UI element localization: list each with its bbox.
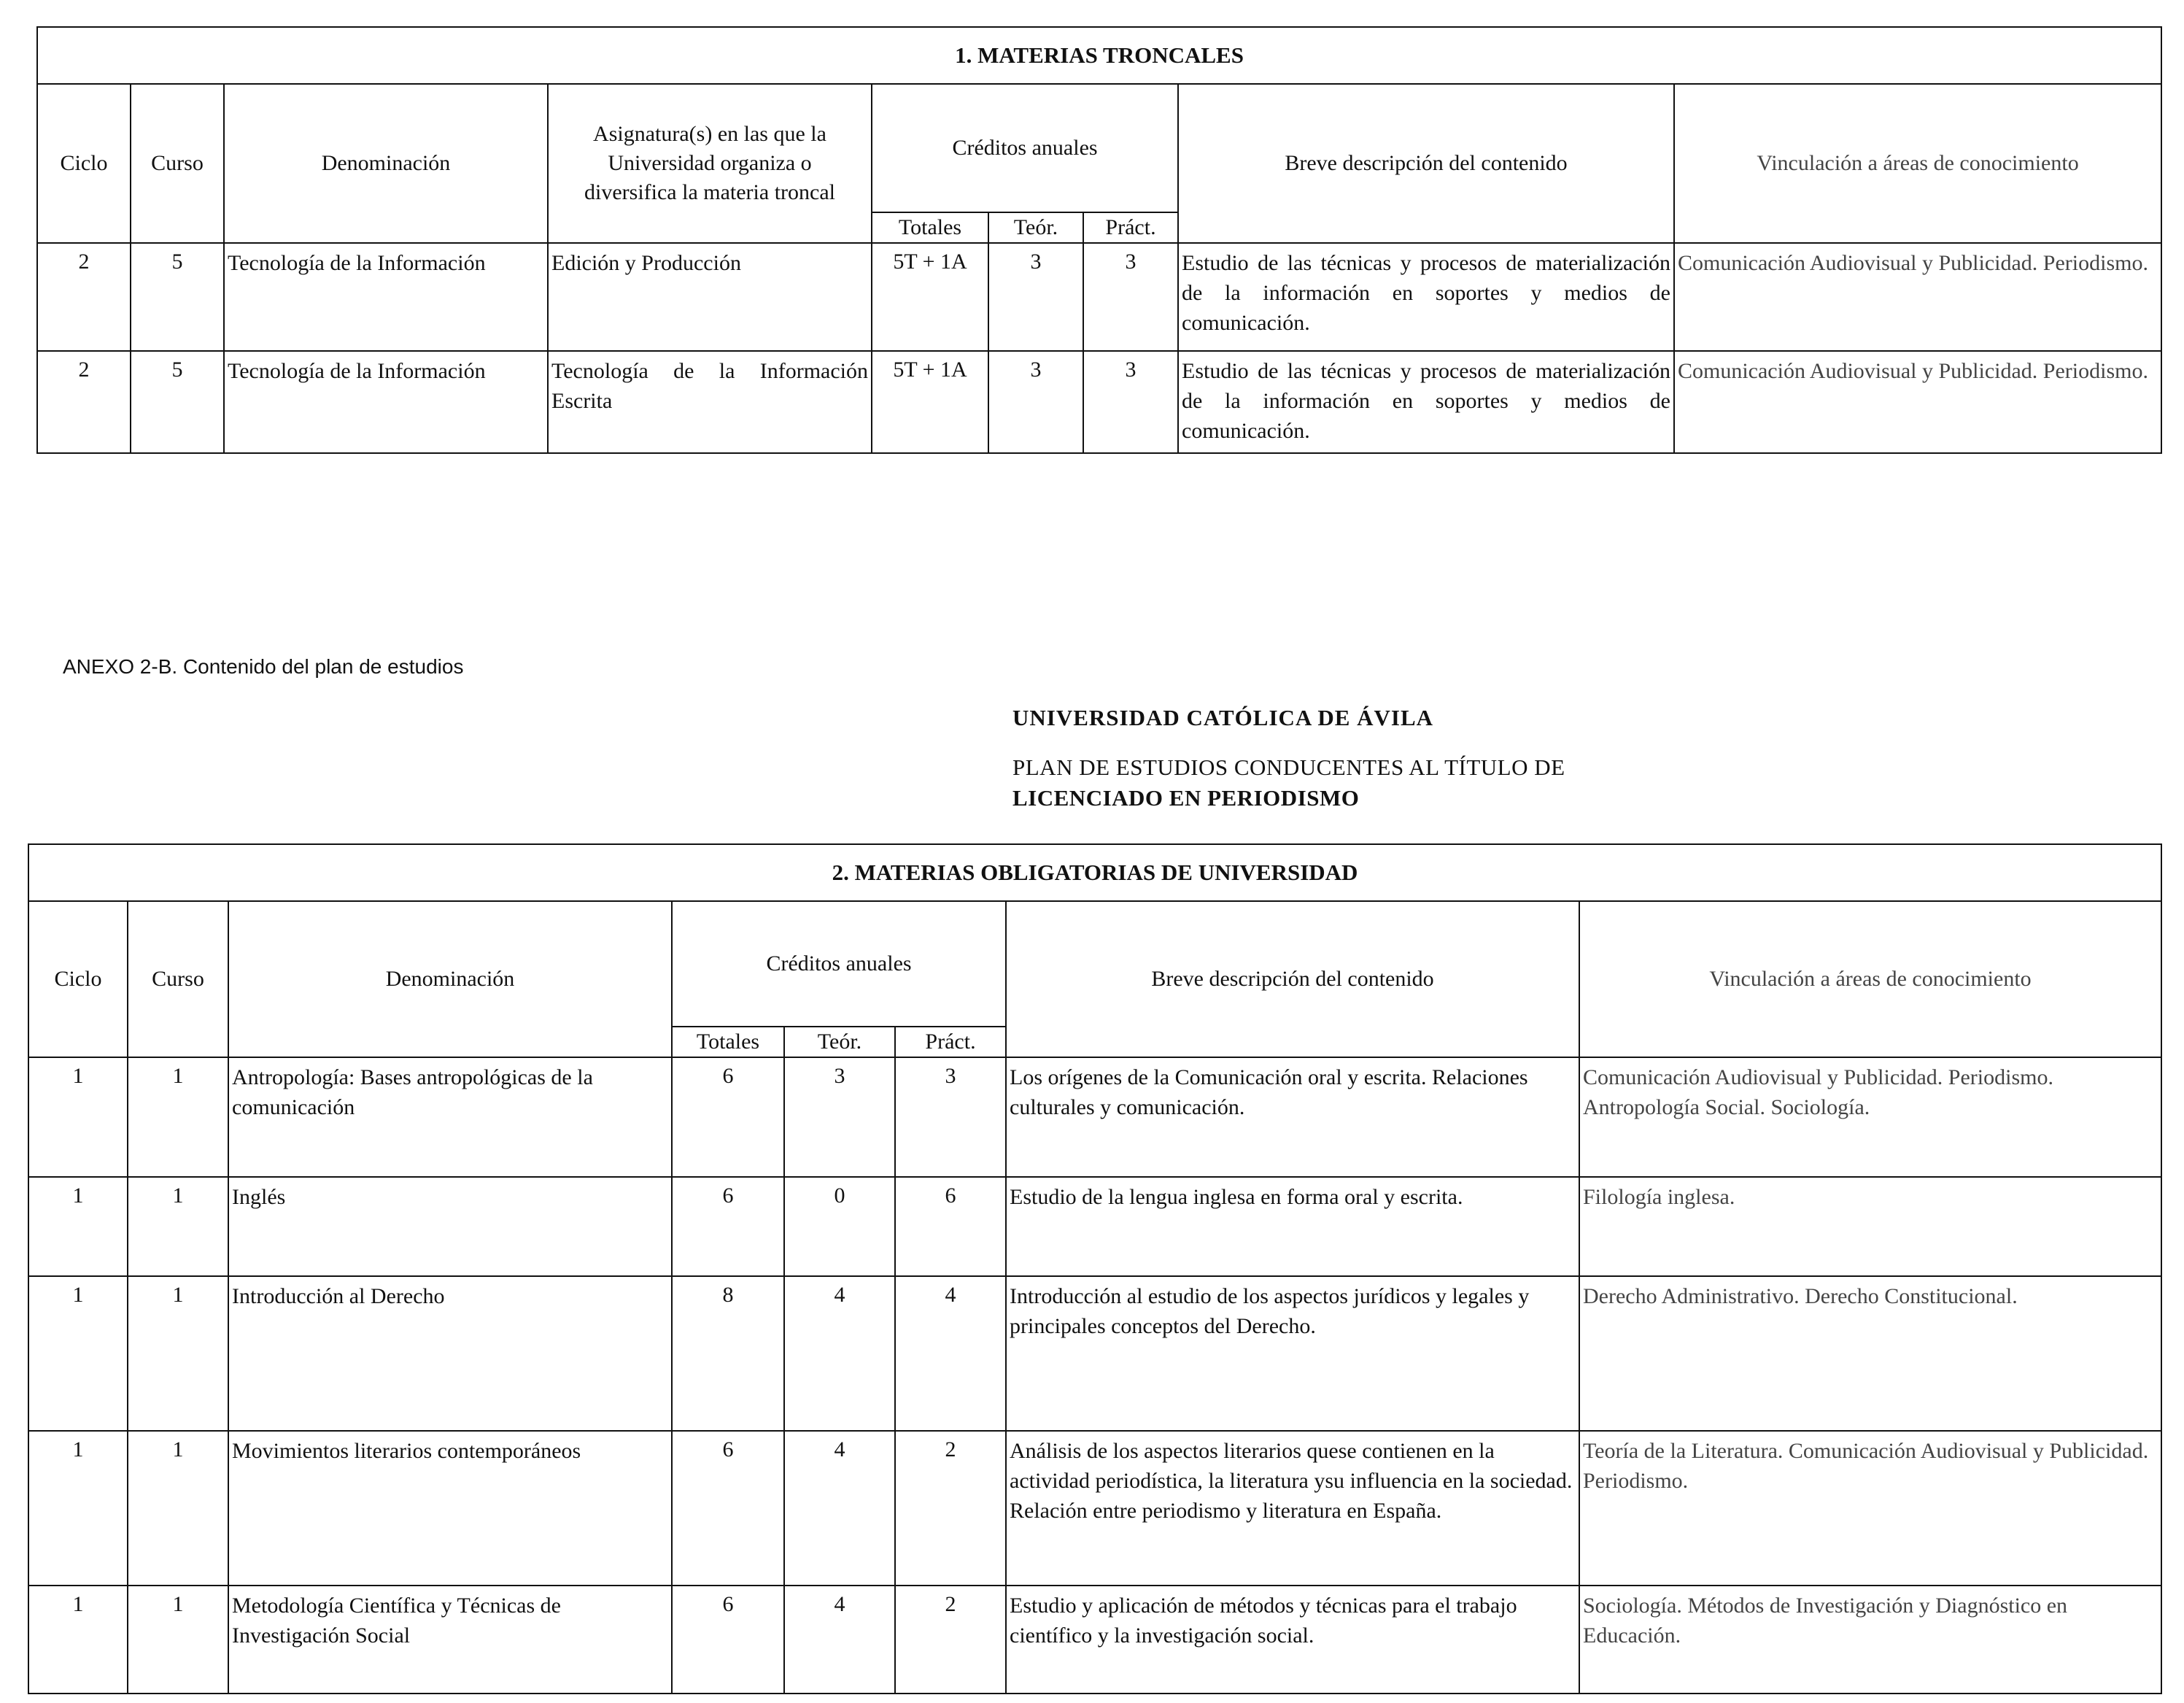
descripcion-cell: Estudio de las técnicas y procesos de materialización de la información en soportes y medios de comunicación. bbox=[1178, 351, 1674, 453]
header-teor: Teór. bbox=[784, 1027, 895, 1057]
descripcion-cell: Introducción al estudio de los aspectos jurídicos y legales y principales conceptos del Derecho. bbox=[1006, 1276, 1579, 1431]
teor-cell: 4 bbox=[784, 1276, 895, 1431]
denominacion-cell: Antropología: Bases antropológicas de la comunicación bbox=[228, 1057, 672, 1177]
totales-cell: 6 bbox=[672, 1431, 784, 1586]
pract-cell: 2 bbox=[895, 1431, 1006, 1586]
curso-cell: 1 bbox=[128, 1276, 228, 1431]
table-row bbox=[28, 1586, 2161, 1694]
denominacion-cell: Metodología Científica y Técnicas de Investigación Social bbox=[228, 1586, 672, 1694]
teor-cell: 3 bbox=[784, 1057, 895, 1177]
totales-cell: 5T + 1A bbox=[872, 351, 988, 453]
curso-cell: 1 bbox=[128, 1177, 228, 1276]
header-denominacion: Denominación bbox=[224, 84, 548, 243]
university-name: UNIVERSIDAD CATÓLICA DE ÁVILA bbox=[1012, 705, 1434, 730]
vinculacion-cell: Comunicación Audiovisual y Publicidad. Periodismo. bbox=[1674, 351, 2161, 453]
header-denominacion: Denominación bbox=[228, 901, 672, 1057]
teor-cell: 0 bbox=[784, 1177, 895, 1276]
teor-cell: 4 bbox=[784, 1431, 895, 1586]
table-title: 1. MATERIAS TRONCALES bbox=[37, 27, 2161, 84]
curso-cell: 5 bbox=[131, 243, 224, 351]
descripcion-cell: Estudio y aplicación de métodos y técnicas para el trabajo científico y la investigación social. bbox=[1006, 1586, 1579, 1694]
vinculacion-cell: Derecho Administrativo. Derecho Constitucional. bbox=[1579, 1276, 2161, 1431]
table-row bbox=[37, 243, 2161, 351]
totales-cell: 6 bbox=[672, 1177, 784, 1276]
pract-cell: 3 bbox=[1083, 351, 1178, 453]
denominacion-cell: Tecnología de la Información bbox=[224, 243, 548, 351]
descripcion-cell: Estudio de la lengua inglesa en forma oral y escrita. bbox=[1006, 1177, 1579, 1276]
header-creditos: Créditos anuales bbox=[672, 901, 1006, 1027]
descripcion-cell: Análisis de los aspectos literarios quese contienen en la actividad periodística, la literatura ysu influencia en la sociedad. Relación entre periodismo y literatura en España. bbox=[1006, 1431, 1579, 1586]
table-row bbox=[28, 1431, 2161, 1586]
pract-cell: 3 bbox=[1083, 243, 1178, 351]
totales-cell: 6 bbox=[672, 1586, 784, 1694]
header-totales: Totales bbox=[672, 1027, 784, 1057]
curso-cell: 1 bbox=[128, 1586, 228, 1694]
materias-obligatorias-table bbox=[28, 843, 2162, 1694]
header-ciclo: Ciclo bbox=[37, 84, 131, 243]
ciclo-cell: 2 bbox=[37, 243, 131, 351]
header-curso: Curso bbox=[128, 901, 228, 1057]
header-teor: Teór. bbox=[988, 212, 1083, 243]
ciclo-cell: 1 bbox=[28, 1057, 128, 1177]
asignatura-cell: Tecnología de la Información Escrita bbox=[548, 351, 872, 453]
header-curso: Curso bbox=[131, 84, 224, 243]
header-pract: Práct. bbox=[1083, 212, 1178, 243]
pract-cell: 2 bbox=[895, 1586, 1006, 1694]
teor-cell: 3 bbox=[988, 243, 1083, 351]
header-ciclo: Ciclo bbox=[28, 901, 128, 1057]
curso-cell: 1 bbox=[128, 1431, 228, 1586]
header-totales: Totales bbox=[872, 212, 988, 243]
descripcion-cell: Los orígenes de la Comunicación oral y escrita. Relaciones culturales y comunicación. bbox=[1006, 1057, 1579, 1177]
vinculacion-cell: Comunicación Audiovisual y Publicidad. Periodismo. bbox=[1674, 243, 2161, 351]
curso-cell: 5 bbox=[131, 351, 224, 453]
denominacion-cell: Movimientos literarios contemporáneos bbox=[228, 1431, 672, 1586]
ciclo-cell: 1 bbox=[28, 1276, 128, 1431]
ciclo-cell: 2 bbox=[37, 351, 131, 453]
header-creditos: Créditos anuales bbox=[872, 84, 1178, 212]
table-row bbox=[28, 1177, 2161, 1276]
ciclo-cell: 1 bbox=[28, 1431, 128, 1586]
totales-cell: 6 bbox=[672, 1057, 784, 1177]
table-title: 2. MATERIAS OBLIGATORIAS DE UNIVERSIDAD bbox=[28, 844, 2161, 901]
annex-label: ANEXO 2-B. Contenido del plan de estudios bbox=[63, 655, 464, 678]
totales-cell: 8 bbox=[672, 1276, 784, 1431]
table-row bbox=[28, 1057, 2161, 1177]
pract-cell: 6 bbox=[895, 1177, 1006, 1276]
teor-cell: 3 bbox=[988, 351, 1083, 453]
header-descripcion: Breve descripción del contenido bbox=[1178, 84, 1674, 243]
header-vinculacion: Vinculación a áreas de conocimiento bbox=[1674, 84, 2161, 243]
asignatura-cell: Edición y Producción bbox=[548, 243, 872, 351]
pract-cell: 3 bbox=[895, 1057, 1006, 1177]
degree-title: LICENCIADO EN PERIODISMO bbox=[1012, 785, 1360, 811]
denominacion-cell: Tecnología de la Información bbox=[224, 351, 548, 453]
ciclo-cell: 1 bbox=[28, 1177, 128, 1276]
plan-line: PLAN DE ESTUDIOS CONDUCENTES AL TÍTULO DE bbox=[1012, 754, 1565, 780]
materias-troncales-table bbox=[36, 26, 2162, 454]
denominacion-cell: Inglés bbox=[228, 1177, 672, 1276]
header-descripcion: Breve descripción del contenido bbox=[1006, 901, 1579, 1057]
vinculacion-cell: Teoría de la Literatura. Comunicación Audiovisual y Publicidad. Periodismo. bbox=[1579, 1431, 2161, 1586]
vinculacion-cell: Filología inglesa. bbox=[1579, 1177, 2161, 1276]
totales-cell: 5T + 1A bbox=[872, 243, 988, 351]
vinculacion-cell: Sociología. Métodos de Investigación y Diagnóstico en Educación. bbox=[1579, 1586, 2161, 1694]
teor-cell: 4 bbox=[784, 1586, 895, 1694]
denominacion-cell: Introducción al Derecho bbox=[228, 1276, 672, 1431]
table-row bbox=[28, 1276, 2161, 1431]
table-row bbox=[37, 351, 2161, 453]
header-pract: Práct. bbox=[895, 1027, 1006, 1057]
header-asignaturas: Asignatura(s) en las que la Universidad organiza o diversifica la materia troncal bbox=[548, 84, 872, 243]
pract-cell: 4 bbox=[895, 1276, 1006, 1431]
vinculacion-cell: Comunicación Audiovisual y Publicidad. Periodismo. Antropología Social. Sociología. bbox=[1579, 1057, 2161, 1177]
descripcion-cell: Estudio de las técnicas y procesos de materialización de la información en soportes y medios de comunicación. bbox=[1178, 243, 1674, 351]
ciclo-cell: 1 bbox=[28, 1586, 128, 1694]
header-vinculacion: Vinculación a áreas de conocimiento bbox=[1579, 901, 2161, 1057]
curso-cell: 1 bbox=[128, 1057, 228, 1177]
